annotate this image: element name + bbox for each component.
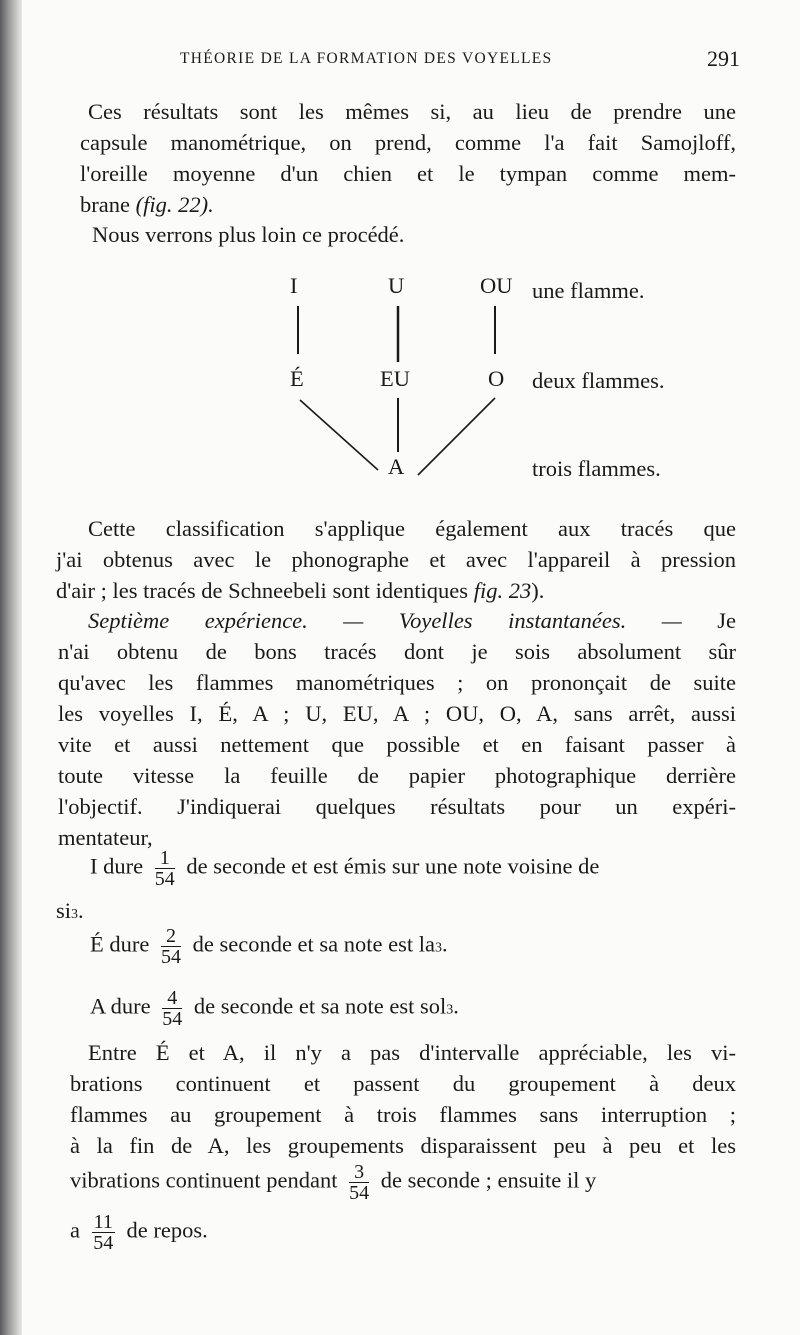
vowel-flame-diagram (260, 270, 740, 485)
paragraph-4-line-7: l'objectif. J'indiquerai quelques résultats pour un expéri- (58, 794, 736, 819)
paragraph-4-line-3: qu'avec les flammes manométriques ; on prononçait de suite (58, 670, 736, 695)
paragraph-3-line-3 (56, 576, 736, 607)
vowel-eu: EU (380, 366, 410, 391)
paragraph-4-line-2: n'ai obtenu de bons tracés dont je sois absolument sûr (58, 639, 736, 664)
line-5-rest: de seconde ; ensuite il y (380, 1167, 597, 1193)
fraction-numerator: 11 (93, 1211, 113, 1233)
duration-e-lead: É dure (90, 931, 150, 957)
paragraph-2: Nous verrons plus loin ce procédé. (92, 222, 405, 247)
fraction-3-54 (349, 1162, 369, 1203)
line-6-lead: a (70, 1217, 80, 1243)
experiment-title-tail: Je (717, 608, 737, 633)
paragraph-3-line-2: j'ai obtenus avec le phonographe et avec l'appareil à pression (56, 547, 736, 572)
paragraph-1-line-3: l'oreille moyenne d'un chien et le tympan comme mem- (80, 161, 736, 186)
fraction-numerator: 2 (161, 926, 181, 947)
paragraph-1-brane: brane (80, 192, 130, 217)
fraction-numerator: 4 (162, 988, 182, 1009)
paragraph-3-line-1: Cette classification s'applique également aux tracés que (88, 516, 736, 541)
duration-i-rest: de seconde et est émis sur une note voisine de (186, 853, 600, 879)
fraction-2-54 (161, 926, 181, 967)
note-octave: 3 (446, 1002, 454, 1018)
paragraph-4-line-5: vite et aussi nettement que possible et en faisant passer à (58, 732, 736, 757)
fraction-numerator: 1 (155, 848, 175, 869)
fraction-denominator: 54 (162, 1008, 183, 1030)
paragraph-4-line-8: mentateur, (58, 825, 153, 850)
fraction-denominator: 54 (154, 868, 175, 890)
sentence-end: . (78, 898, 84, 923)
paragraph-3-text: d'air ; les tracés de Schneebeli sont identiques (56, 578, 469, 603)
fraction-numerator: 3 (349, 1162, 369, 1183)
fraction-11-54 (92, 1212, 115, 1253)
duration-a (90, 988, 459, 1029)
duration-a-rest: de seconde et sa note est sol (193, 993, 447, 1019)
fraction-denominator: 54 (93, 1232, 114, 1254)
fraction-1-54 (155, 848, 175, 889)
vowel-e-acute: É (290, 366, 304, 391)
paragraph-5-line-4: à la fin de A, les groupements disparaissent peu à peu et les (70, 1133, 736, 1158)
paragraph-5-line-3: flammes au groupement à trois flammes sans interruption ; (70, 1102, 736, 1127)
fraction-denominator: 54 (160, 946, 181, 968)
paragraph-1-line-2: capsule manométrique, on prend, comme l'a fait Samojloff, (80, 130, 736, 155)
duration-i-continuation (56, 898, 84, 924)
page-number: 291 (707, 46, 740, 71)
vowel-u: U (388, 273, 405, 298)
binding-gutter (0, 0, 22, 1335)
paragraph-3-end: ). (531, 578, 545, 603)
figure-reference-22: (fig. 22). (135, 192, 214, 217)
fraction-denominator: 54 (349, 1182, 370, 1204)
page-header (180, 46, 740, 76)
duration-e (90, 926, 448, 967)
paragraph-5-line-2: brations continuent et passent du groupement à deux (70, 1071, 736, 1096)
vowel-ou: OU (480, 273, 513, 298)
note-octave: 3 (435, 940, 443, 956)
duration-e-rest: de seconde et sa note est la (192, 931, 436, 957)
duration-i-lead: I dure (90, 853, 144, 879)
paragraph-4-line-6: toute vitesse la feuille de papier photographique derrière (58, 763, 736, 788)
label-three-flames: trois flammes. (532, 456, 661, 481)
vowel-a: A (388, 454, 405, 479)
sentence-end: . (442, 931, 448, 957)
figure-reference-23: fig. 23 (473, 578, 532, 603)
vowel-o: O (488, 366, 505, 391)
paragraph-1-line-4 (80, 190, 736, 221)
sentence-end: . (453, 993, 459, 1019)
paragraph-5-line-5 (70, 1162, 596, 1203)
line-6-rest: de repos. (126, 1217, 208, 1243)
running-head: THÉORIE DE LA FORMATION DES VOYELLES (180, 50, 553, 67)
fraction-4-54 (162, 988, 182, 1029)
line-5-lead: vibrations continuent pendant (70, 1167, 338, 1193)
paragraph-1-line-1: Ces résultats sont les mêmes si, au lieu de prendre une (88, 99, 736, 124)
label-two-flames: deux flammes. (532, 368, 665, 393)
paragraph-5-line-6 (70, 1212, 208, 1253)
paragraph-5-line-1: Entre É et A, il n'y a pas d'intervalle appréciable, les vi- (88, 1040, 736, 1065)
label-one-flame: une flamme. (532, 278, 645, 303)
duration-a-lead: A dure (90, 993, 151, 1019)
paragraph-4-line-1 (88, 606, 736, 637)
experiment-title: Septième expérience. — Voyelles instantanées. — (88, 608, 682, 633)
vowel-i: I (290, 273, 298, 298)
paragraph-4-line-4: les voyelles I, É, A ; U, EU, A ; OU, O, A, sans arrêt, aussi (58, 701, 736, 726)
note-si: si (56, 898, 72, 923)
duration-i (90, 848, 599, 889)
note-octave: 3 (71, 907, 79, 922)
